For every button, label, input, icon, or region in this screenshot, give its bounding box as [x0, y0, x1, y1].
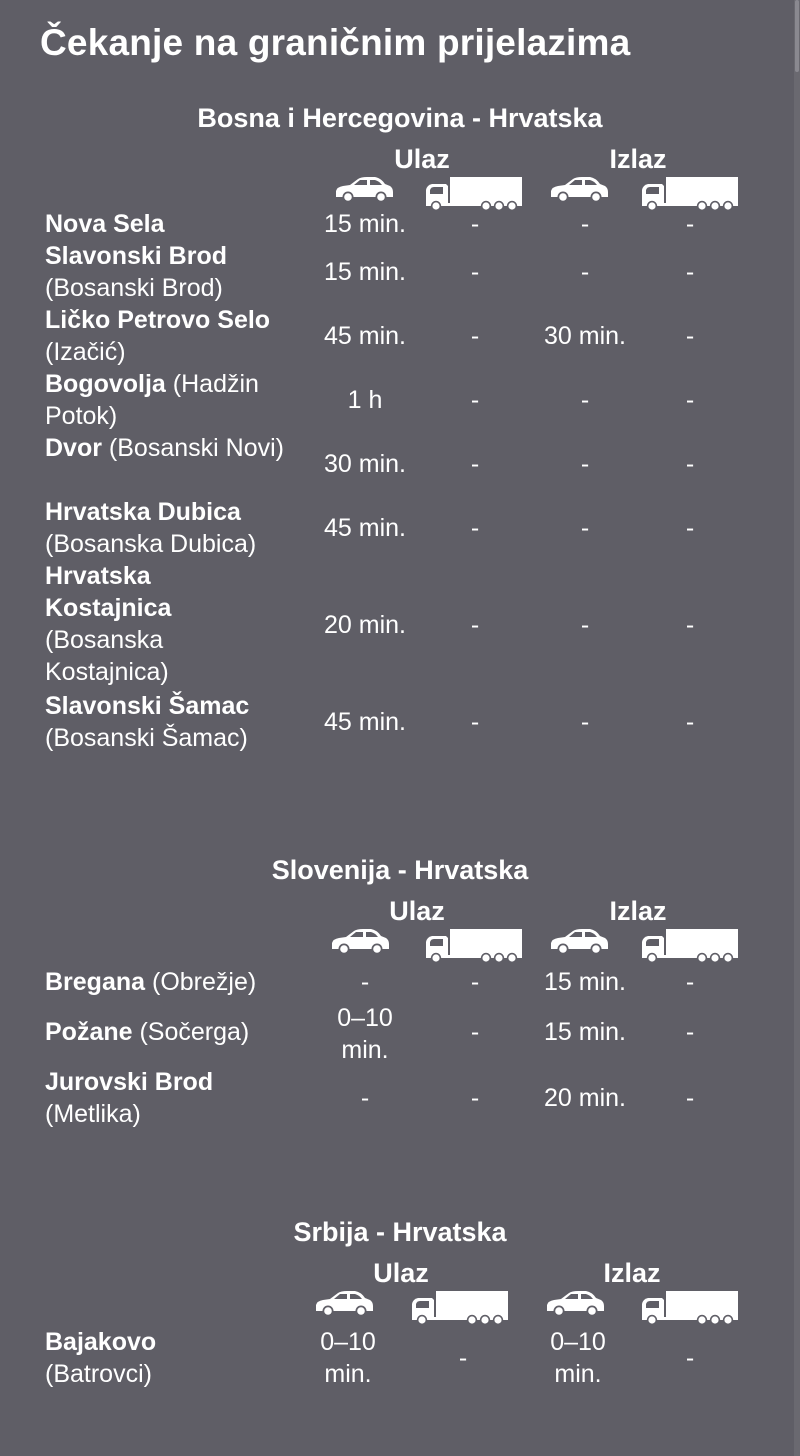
crossing-name: Slavonski Šamac — [45, 692, 250, 720]
crossing-row — [0, 240, 800, 304]
exit-car-wait: - — [580, 514, 590, 542]
crossing-row — [0, 496, 800, 560]
exit-truck-wait: - — [685, 611, 695, 639]
entry-truck-wait: - — [470, 386, 480, 414]
entry-car-wait: - — [360, 1084, 370, 1112]
crossing-list — [0, 962, 800, 1130]
exit-label: Izlaz — [609, 896, 667, 926]
entry-car-wait: 0–10 min. — [320, 1328, 376, 1388]
crossing-alt-name: (Bosanska Dubica) — [45, 530, 257, 558]
car-icon — [548, 176, 610, 204]
section-title: Slovenija - Hrvatska — [271, 855, 529, 885]
entry-truck-wait: - — [470, 258, 480, 286]
entry-car-wait: 30 min. — [324, 450, 406, 478]
entry-car-wait: 45 min. — [324, 708, 406, 736]
crossing-alt-name: (Sočerga) — [139, 1018, 250, 1046]
section-srb-hr — [0, 1214, 800, 1390]
exit-truck-wait: - — [685, 210, 695, 238]
entry-car-wait: 45 min. — [324, 322, 406, 350]
crossing-row — [0, 962, 800, 1002]
exit-car-wait: - — [580, 386, 590, 414]
entry-car-wait: 15 min. — [324, 258, 406, 286]
entry-truck-wait: - — [470, 1018, 480, 1046]
exit-car-wait: 30 min. — [544, 322, 626, 350]
crossing-name: Jurovski Brod — [45, 1068, 214, 1096]
crossing-name: Požane — [45, 1018, 133, 1046]
crossing-name: Bajakovo — [45, 1328, 157, 1356]
truck-icon — [410, 1290, 510, 1326]
exit-car-wait: - — [580, 611, 590, 639]
car-icon — [548, 928, 610, 956]
crossing-row — [0, 560, 800, 690]
exit-car-wait: - — [580, 210, 590, 238]
crossing-name: Bogovolja — [45, 370, 166, 398]
entry-truck-wait: - — [470, 968, 480, 996]
exit-car-wait: - — [580, 708, 590, 736]
exit-truck-wait: - — [685, 1344, 695, 1372]
exit-truck-wait: - — [685, 450, 695, 478]
crossing-alt-name: (Obrežje) — [152, 968, 257, 996]
section-bih-hr — [0, 100, 800, 754]
entry-truck-wait: - — [458, 1344, 468, 1372]
crossing-name: Hrvatska Dubica — [45, 498, 241, 526]
entry-truck-wait: - — [470, 708, 480, 736]
crossing-row — [0, 1066, 800, 1130]
crossing-alt-name: (Hadžin Potok) — [45, 370, 259, 430]
exit-truck-wait: - — [685, 514, 695, 542]
crossing-list — [0, 1326, 800, 1390]
scrollbar-thumb[interactable] — [795, 0, 799, 72]
section-slo-hr — [0, 852, 800, 1130]
exit-truck-wait: - — [685, 386, 695, 414]
page-title: Čekanje na graničnim prijelazima — [40, 22, 631, 63]
truck-icon — [424, 176, 524, 212]
exit-label: Izlaz — [609, 144, 667, 174]
exit-truck-wait: - — [685, 708, 695, 736]
exit-truck-wait: - — [685, 322, 695, 350]
entry-car-wait: 45 min. — [324, 514, 406, 542]
crossing-row — [0, 690, 800, 754]
column-header — [0, 888, 800, 960]
crossing-row — [0, 208, 800, 240]
entry-truck-wait: - — [470, 450, 480, 478]
entry-car-wait: 20 min. — [324, 611, 406, 639]
exit-truck-wait: - — [685, 1018, 695, 1046]
exit-car-wait: - — [580, 450, 590, 478]
crossing-alt-name: (Batrovci) — [45, 1360, 152, 1388]
truck-icon — [640, 928, 740, 964]
entry-car-wait: 15 min. — [324, 210, 406, 238]
exit-truck-wait: - — [685, 1084, 695, 1112]
entry-car-wait: 0–10 min. — [337, 1004, 393, 1064]
crossing-row — [0, 368, 800, 432]
crossing-alt-name: (Metlika) — [45, 1100, 141, 1128]
crossing-alt-name: (Izačić) — [45, 338, 126, 366]
crossing-alt-name: (Bosanska Kostajnica) — [45, 626, 169, 686]
car-icon — [313, 1290, 375, 1318]
column-header — [0, 136, 800, 208]
crossing-row — [0, 1326, 800, 1390]
entry-car-wait: 1 h — [347, 386, 383, 414]
truck-icon — [424, 928, 524, 964]
car-icon — [329, 928, 391, 956]
entry-car-wait: - — [360, 968, 370, 996]
crossing-name: Slavonski Brod — [45, 242, 227, 270]
exit-car-wait: 0–10 min. — [550, 1328, 606, 1388]
entry-truck-wait: - — [470, 514, 480, 542]
entry-label: Ulaz — [389, 896, 445, 926]
entry-label: Ulaz — [394, 144, 450, 174]
crossing-name: Dvor — [45, 434, 102, 462]
column-header — [0, 1250, 800, 1322]
entry-label: Ulaz — [373, 1258, 429, 1288]
crossing-name: Bregana — [45, 968, 146, 996]
crossing-name: Hrvatska Kostajnica — [45, 562, 172, 622]
section-title: Bosna i Hercegovina - Hrvatska — [197, 103, 603, 133]
exit-truck-wait: - — [685, 968, 695, 996]
truck-icon — [640, 176, 740, 212]
truck-icon — [640, 1290, 740, 1326]
exit-car-wait: 15 min. — [544, 968, 626, 996]
exit-truck-wait: - — [685, 258, 695, 286]
exit-car-wait: - — [580, 258, 590, 286]
section-title: Srbija - Hrvatska — [293, 1217, 507, 1247]
crossing-name: Nova Sela — [45, 210, 165, 238]
exit-car-wait: 20 min. — [544, 1084, 626, 1112]
crossing-row — [0, 304, 800, 368]
crossing-alt-name: (Bosanski Brod) — [45, 274, 223, 302]
entry-truck-wait: - — [470, 611, 480, 639]
exit-label: Izlaz — [603, 1258, 661, 1288]
crossing-list — [0, 208, 800, 754]
car-icon — [333, 176, 395, 204]
entry-truck-wait: - — [470, 1084, 480, 1112]
crossing-alt-name: (Bosanski Šamac) — [45, 724, 248, 752]
car-icon — [544, 1290, 606, 1318]
crossing-row — [0, 1002, 800, 1066]
entry-truck-wait: - — [470, 322, 480, 350]
exit-car-wait: 15 min. — [544, 1018, 626, 1046]
crossing-alt-name: (Bosanski Novi) — [108, 434, 284, 462]
crossing-name: Ličko Petrovo Selo — [45, 306, 271, 334]
entry-truck-wait: - — [470, 210, 480, 238]
crossing-row — [0, 432, 800, 496]
